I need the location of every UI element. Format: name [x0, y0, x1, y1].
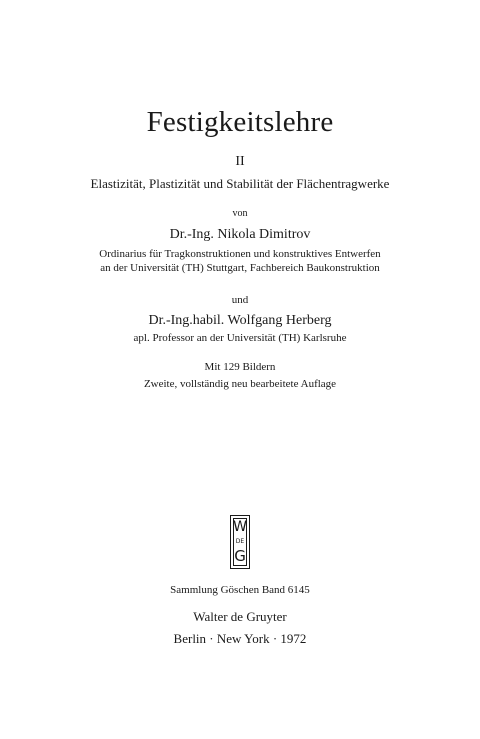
author-2-affiliation: apl. Professor an der Universität (TH) Karlsruhe — [133, 332, 347, 344]
logo-letter-g: G — [234, 547, 246, 565]
series-name: Sammlung Göschen Band 6145 — [170, 584, 310, 596]
volume-number: II — [235, 154, 245, 169]
publisher-logo — [230, 515, 250, 569]
publisher-logo-frame — [233, 518, 247, 566]
logo-letters-de: DE — [235, 537, 245, 545]
author-1-name: Dr.-Ing. Nikola Dimitrov — [169, 227, 311, 242]
author-2-name: Dr.-Ing.habil. Wolfgang Herberg — [148, 313, 332, 328]
author-1-affiliation-line-2: an der Universität (TH) Stuttgart, Fachbereich Baukonstruktion — [100, 262, 380, 274]
author-1-affiliation-line-1: Ordinarius für Tragkonstruktionen und konstruktives Entwerfen — [99, 248, 381, 260]
book-title: Festigkeitslehre — [146, 106, 334, 138]
logo-letter-w: W — [233, 519, 247, 535]
figures-count: Mit 129 Bildern — [204, 361, 276, 373]
publisher-name: Walter de Gruyter — [193, 609, 287, 624]
book-subtitle: Elastizität, Plastizität und Stabilität der Flächentragwerke — [90, 176, 390, 191]
by-label: von — [232, 208, 248, 219]
edition-note: Zweite, vollständig neu bearbeitete Auflage — [143, 378, 337, 390]
place-and-year: Berlin · New York · 1972 — [173, 631, 307, 646]
and-label: und — [231, 294, 249, 306]
